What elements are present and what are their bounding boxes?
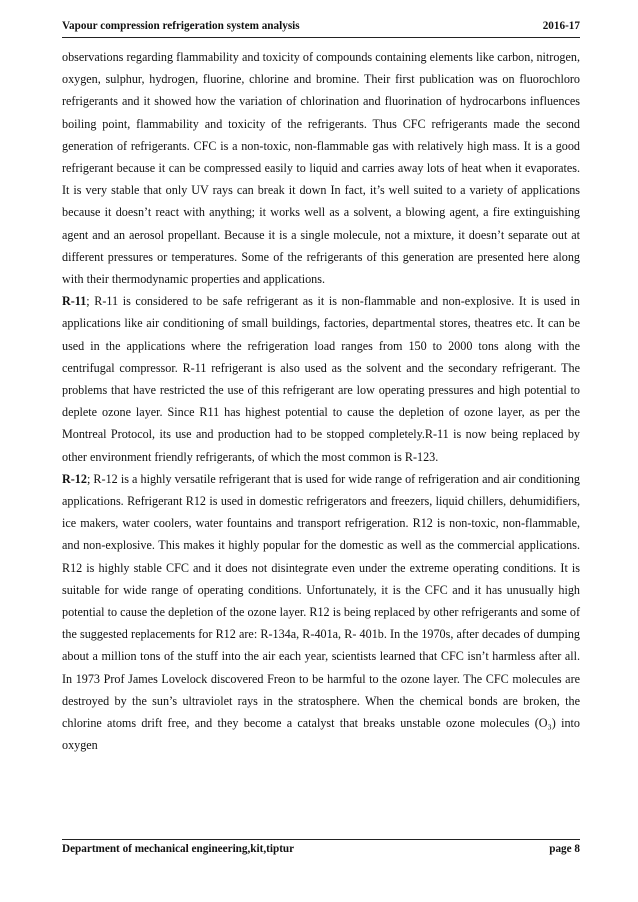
department-name: Department of mechanical engineering,kit,tiptur — [62, 843, 295, 855]
r11-description: ; R-11 is considered to be safe refrigerant as it is non-flammable and non-explosive. It is used in applications like air conditioning of small buildings, factories, departmental stores, theatres etc. It can be used in the applications where the refrigeration load ranges from 150 to 2000 tons along with the centrifugal compressor. R-11 refrigerant is also used as the solvent and the secondary refrigerant. The problems that have restricted the use of this refrigerant are low operating pressures and high potential to deplete ozone layer. Since R11 has highest potential to cause the depletion of ozone layer, as per the Montreal Protocol, its use and production had to be stopped completely.R-11 is now being replaced by other environment friendly refrigerants, of which the most common is R-123. — [62, 294, 580, 464]
academic-year: 2016-17 — [542, 20, 580, 32]
intro-paragraph: observations regarding flammability and toxicity of compounds containing elements like carbon, nitrogen, oxygen, sulphur, hydrogen, fluorine, chlorine and bromine. Their first publication was on fluorochloro refrigerants and it showed how the variation of chlorination and fluorination of hydrocarbons influences boiling point, flammability and toxicity of the refrigerants. Thus CFC refrigerants made the second generation of refrigerants. CFC is a non-toxic, non-flammable gas with relatively high mass. It is a good refrigerant because it can be compressed easily to liquid and carries away lots of heat when it evaporates. It is very stable that only UV rays can break it down In fact, it’s well suited to a variety of applications because it doesn’t react with anything; it works well as a solvent, a blowing agent, a fire extinguishing agent and an aerosol propellant. Because it is a single molecule, not a mixture, it doesn’t separate out at different pressures or temperatures. Some of the refrigerants of this generation are presented here along with their thermodynamic properties and applications. — [62, 50, 580, 287]
r12-paragraph — [62, 468, 580, 757]
page-header — [62, 20, 580, 32]
r11-paragraph — [62, 290, 580, 468]
header-divider — [62, 37, 580, 38]
r12-description: ; R-12 is a highly versatile refrigerant that is used for wide range of refrigeration and air conditioning applications. Refrigerant R12 is used in domestic refrigerators and freezers, liquid chillers, dehumidifiers, ice makers, water coolers, water fountains and transport refrigeration. R12 is non-toxic, non-flammable, and non-explosive. This makes it highly popular for the domestic as well as the commercial applications. R12 is highly stable CFC and it does not disintegrate even under the extreme operating conditions. It is suitable for wide range of operating conditions. Unfortunately, it is the CFC and it has unusually high potential to cause the depletion of the ozone layer. R12 is being replaced by other refrigerants and some of the suggested replacements for R12 are: R-134a, R-401a, R- 401b. In the 1970s, after decades of dumping about a million tons of the stuff into the air each year, scientists learned that CFC isn’t harmless after all. In 1973 Prof James Lovelock discovered Freon to be harmful to the ozone layer. The CFC molecules are destroyed by the sun’s ultraviolet rays in the stratosphere. When the chemical bonds are broken, the chlorine atoms drift free, and they become a catalyst that breaks unstable ozone molecules (O₃) into oxygen — [62, 471, 580, 753]
r11-heading: R-11 — [62, 294, 87, 309]
footer-divider — [62, 839, 580, 840]
document-title: Vapour compression refrigeration system analysis — [62, 20, 300, 32]
page-footer — [62, 843, 580, 855]
page-body — [62, 46, 580, 757]
page-number: page 8 — [549, 843, 580, 855]
r12-heading: R-12 — [62, 471, 87, 486]
